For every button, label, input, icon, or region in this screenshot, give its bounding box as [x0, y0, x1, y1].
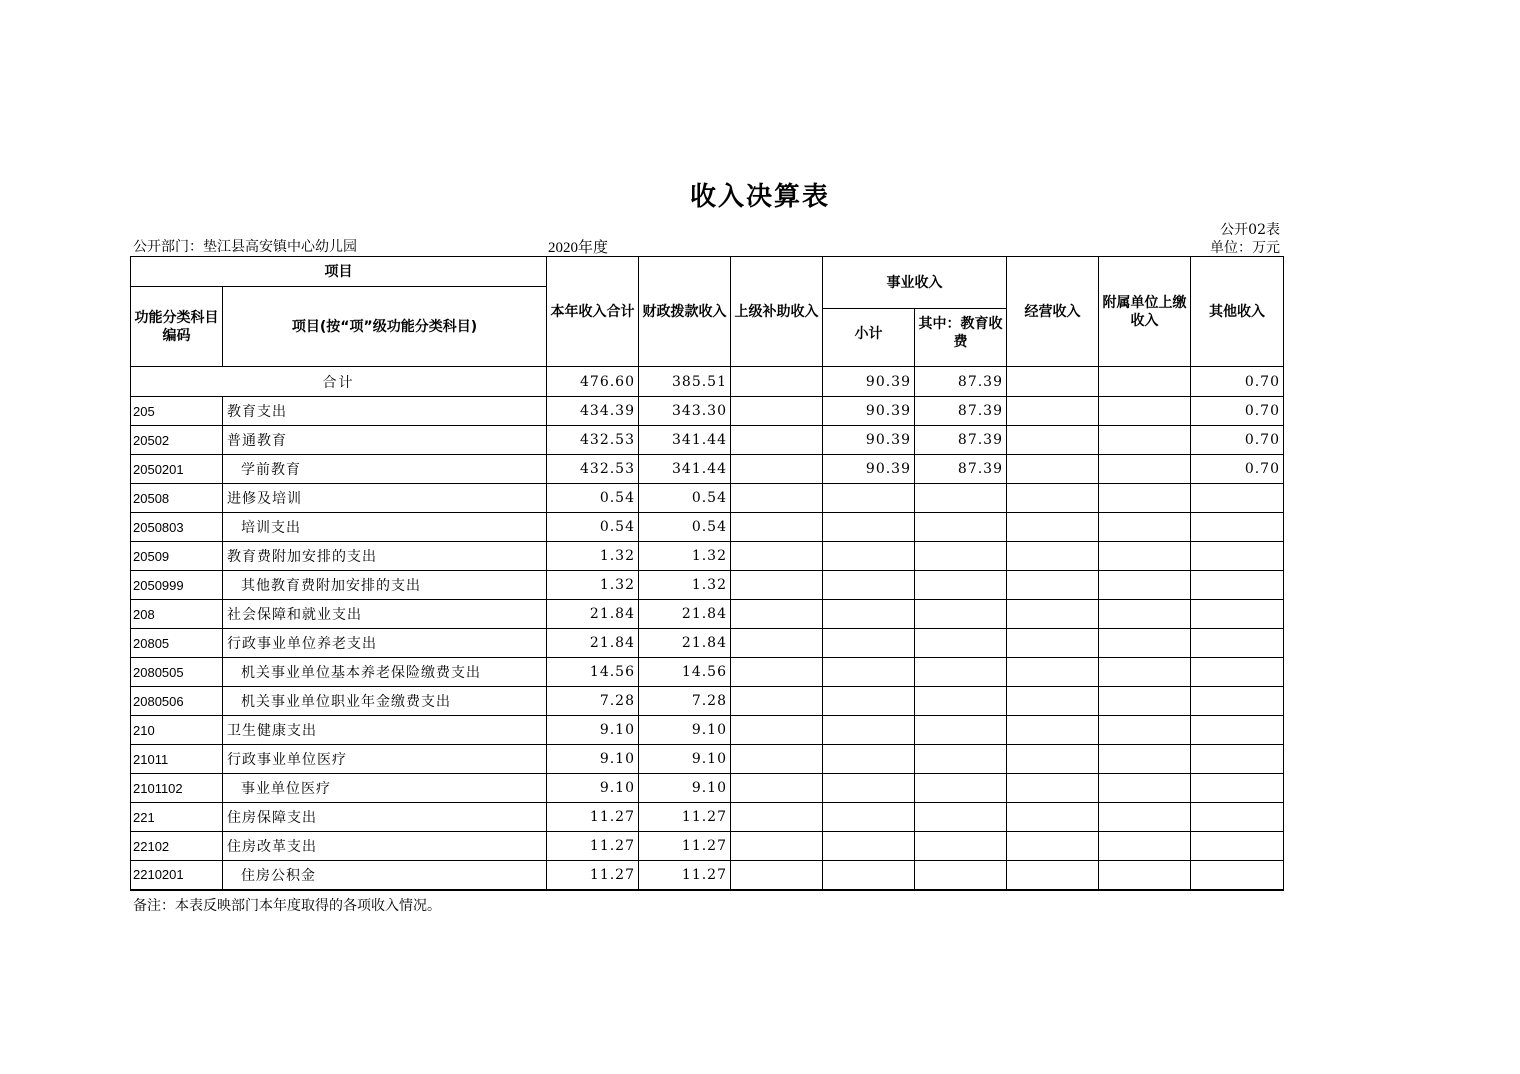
table-row: [131, 600, 1284, 629]
code-cell: 2210201: [131, 861, 223, 890]
header-superior-subsidy: 上级补助收入: [731, 257, 823, 367]
edu-fee-cell: [915, 484, 1007, 513]
fiscal-cell: 341.44: [639, 455, 731, 484]
income-final-accounts-table: [130, 256, 1284, 891]
other-cell: [1191, 571, 1284, 600]
other-cell: [1191, 687, 1284, 716]
edu-fee-cell: [915, 687, 1007, 716]
affiliated-cell: [1099, 861, 1191, 890]
total-superior-cell: [731, 367, 823, 397]
operating-cell: [1007, 542, 1099, 571]
superior-subsidy-cell: [731, 774, 823, 803]
edu-fee-cell: [915, 803, 1007, 832]
table-row: [131, 803, 1284, 832]
table-row: [131, 861, 1284, 890]
fiscal-cell: 21.84: [639, 629, 731, 658]
item-name-cell: 教育费附加安排的支出: [223, 542, 547, 571]
total-income-cell: 9.10: [547, 745, 639, 774]
operating-cell: [1007, 426, 1099, 455]
affiliated-cell: [1099, 803, 1191, 832]
business-subtotal-cell: [823, 687, 915, 716]
fiscal-cell: 11.27: [639, 803, 731, 832]
superior-subsidy-cell: [731, 571, 823, 600]
other-cell: [1191, 658, 1284, 687]
total-income-cell: 1.32: [547, 542, 639, 571]
superior-subsidy-cell: [731, 687, 823, 716]
edu-fee-cell: [915, 716, 1007, 745]
total-income-cell: 0.54: [547, 484, 639, 513]
page-title: 收入决算表: [689, 182, 830, 212]
code-cell: 208: [131, 600, 223, 629]
affiliated-cell: [1099, 600, 1191, 629]
code-cell: 221: [131, 803, 223, 832]
business-subtotal-cell: [823, 484, 915, 513]
header-total-income: 本年收入合计: [547, 257, 639, 367]
edu-fee-cell: [915, 571, 1007, 600]
table-row: [131, 513, 1284, 542]
operating-cell: [1007, 484, 1099, 513]
total-income-cell: 0.54: [547, 513, 639, 542]
table-row: [131, 426, 1284, 455]
fiscal-cell: 9.10: [639, 745, 731, 774]
superior-subsidy-cell: [731, 716, 823, 745]
total-income-cell: 432.53: [547, 426, 639, 455]
fiscal-cell: 0.54: [639, 513, 731, 542]
item-name-cell: 住房公积金: [223, 861, 547, 890]
code-cell: 20508: [131, 484, 223, 513]
header-business-income: 事业收入: [823, 257, 1007, 309]
business-subtotal-cell: 90.39: [823, 455, 915, 484]
total-row: [131, 367, 1284, 397]
total-income-cell: 11.27: [547, 861, 639, 890]
fiscal-cell: 9.10: [639, 774, 731, 803]
operating-cell: [1007, 629, 1099, 658]
code-cell: 22102: [131, 832, 223, 861]
superior-subsidy-cell: [731, 513, 823, 542]
operating-cell: [1007, 716, 1099, 745]
table-row: [131, 745, 1284, 774]
business-subtotal-cell: [823, 571, 915, 600]
item-name-cell: 学前教育: [223, 455, 547, 484]
affiliated-cell: [1099, 687, 1191, 716]
edu-fee-cell: [915, 832, 1007, 861]
business-subtotal-cell: [823, 716, 915, 745]
edu-fee-cell: [915, 542, 1007, 571]
fiscal-cell: 1.32: [639, 542, 731, 571]
other-cell: [1191, 600, 1284, 629]
other-cell: [1191, 542, 1284, 571]
other-cell: [1191, 745, 1284, 774]
header-operating: 经营收入: [1007, 257, 1099, 367]
header-subtotal: 小计: [823, 309, 915, 367]
table-row: [131, 716, 1284, 745]
affiliated-cell: [1099, 455, 1191, 484]
edu-fee-cell: 87.39: [915, 397, 1007, 426]
footnote: 备注：本表反映部门本年度取得的各项收入情况。: [133, 898, 441, 914]
fiscal-cell: 11.27: [639, 832, 731, 861]
table-row: [131, 542, 1284, 571]
affiliated-cell: [1099, 629, 1191, 658]
code-cell: 2080506: [131, 687, 223, 716]
affiliated-cell: [1099, 542, 1191, 571]
table-row: [131, 832, 1284, 861]
code-cell: 2050201: [131, 455, 223, 484]
fiscal-cell: 343.30: [639, 397, 731, 426]
table-row: [131, 658, 1284, 687]
business-subtotal-cell: [823, 542, 915, 571]
business-subtotal-cell: [823, 745, 915, 774]
code-cell: 21011: [131, 745, 223, 774]
fiscal-cell: 11.27: [639, 861, 731, 890]
item-name-cell: 事业单位医疗: [223, 774, 547, 803]
superior-subsidy-cell: [731, 803, 823, 832]
operating-cell: [1007, 832, 1099, 861]
code-cell: 2050999: [131, 571, 223, 600]
total-income-cell: 11.27: [547, 832, 639, 861]
affiliated-cell: [1099, 716, 1191, 745]
table-row: [131, 397, 1284, 426]
form-number: 公开02表: [1220, 222, 1280, 238]
header-other: 其他收入: [1191, 257, 1284, 367]
total-income-cell: 9.10: [547, 774, 639, 803]
superior-subsidy-cell: [731, 455, 823, 484]
code-cell: 2080505: [131, 658, 223, 687]
business-subtotal-cell: [823, 513, 915, 542]
other-cell: [1191, 861, 1284, 890]
operating-cell: [1007, 600, 1099, 629]
item-name-cell: 普通教育: [223, 426, 547, 455]
edu-fee-cell: [915, 861, 1007, 890]
code-cell: 205: [131, 397, 223, 426]
superior-subsidy-cell: [731, 832, 823, 861]
business-subtotal-cell: [823, 803, 915, 832]
edu-fee-cell: 87.39: [915, 455, 1007, 484]
total-income-cell: 476.60: [547, 367, 639, 397]
operating-cell: [1007, 774, 1099, 803]
unit-label: 单位：万元: [1210, 240, 1280, 256]
affiliated-cell: [1099, 426, 1191, 455]
superior-subsidy-cell: [731, 861, 823, 890]
department-label: 公开部门：垫江县高安镇中心幼儿园: [133, 239, 357, 255]
code-cell: 20805: [131, 629, 223, 658]
other-cell: [1191, 484, 1284, 513]
table-row: [131, 774, 1284, 803]
business-subtotal-cell: 90.39: [823, 397, 915, 426]
total-income-cell: 434.39: [547, 397, 639, 426]
edu-fee-cell: [915, 629, 1007, 658]
total-operating-cell: [1007, 367, 1099, 397]
edu-fee-cell: [915, 658, 1007, 687]
item-name-cell: 进修及培训: [223, 484, 547, 513]
other-cell: [1191, 513, 1284, 542]
affiliated-cell: [1099, 571, 1191, 600]
other-cell: [1191, 774, 1284, 803]
superior-subsidy-cell: [731, 397, 823, 426]
table-row: [131, 629, 1284, 658]
item-name-cell: 卫生健康支出: [223, 716, 547, 745]
total-income-cell: 11.27: [547, 803, 639, 832]
item-name-cell: 行政事业单位养老支出: [223, 629, 547, 658]
fiscal-cell: 1.32: [639, 571, 731, 600]
operating-cell: [1007, 687, 1099, 716]
superior-subsidy-cell: [731, 658, 823, 687]
operating-cell: [1007, 803, 1099, 832]
header-item-name: 项目(按“项”级功能分类科目): [223, 287, 547, 367]
other-cell: [1191, 832, 1284, 861]
other-cell: [1191, 716, 1284, 745]
superior-subsidy-cell: [731, 629, 823, 658]
table-body: [131, 367, 1284, 890]
fiscal-cell: 0.54: [639, 484, 731, 513]
edu-fee-cell: [915, 774, 1007, 803]
total-income-cell: 9.10: [547, 716, 639, 745]
total-income-cell: 7.28: [547, 687, 639, 716]
total-other-cell: 0.70: [1191, 367, 1284, 397]
operating-cell: [1007, 513, 1099, 542]
code-cell: 2101102: [131, 774, 223, 803]
item-name-cell: 行政事业单位医疗: [223, 745, 547, 774]
superior-subsidy-cell: [731, 745, 823, 774]
affiliated-cell: [1099, 397, 1191, 426]
other-cell: [1191, 629, 1284, 658]
fiscal-cell: 14.56: [639, 658, 731, 687]
item-name-cell: 机关事业单位基本养老保险缴费支出: [223, 658, 547, 687]
item-name-cell: 其他教育费附加安排的支出: [223, 571, 547, 600]
total-income-cell: 21.84: [547, 629, 639, 658]
code-cell: 20502: [131, 426, 223, 455]
code-cell: 2050803: [131, 513, 223, 542]
table-row: [131, 484, 1284, 513]
fiscal-year: 2020年度: [548, 240, 609, 256]
other-cell: [1191, 803, 1284, 832]
item-name-cell: 住房保障支出: [223, 803, 547, 832]
operating-cell: [1007, 745, 1099, 774]
fiscal-cell: 21.84: [639, 600, 731, 629]
business-subtotal-cell: [823, 600, 915, 629]
item-name-cell: 住房改革支出: [223, 832, 547, 861]
affiliated-cell: [1099, 745, 1191, 774]
total-fiscal-cell: 385.51: [639, 367, 731, 397]
business-subtotal-cell: 90.39: [823, 426, 915, 455]
total-income-cell: 21.84: [547, 600, 639, 629]
superior-subsidy-cell: [731, 542, 823, 571]
header-affiliated: 附属单位上缴收入: [1099, 257, 1191, 367]
fiscal-cell: 9.10: [639, 716, 731, 745]
header-project: 项目: [131, 257, 547, 287]
table-row: [131, 571, 1284, 600]
code-cell: 20509: [131, 542, 223, 571]
edu-fee-cell: [915, 745, 1007, 774]
total-affiliated-cell: [1099, 367, 1191, 397]
header-func-code: 功能分类科目编码: [131, 287, 223, 367]
total-label: 合计: [131, 367, 547, 397]
operating-cell: [1007, 861, 1099, 890]
operating-cell: [1007, 658, 1099, 687]
other-cell: 0.70: [1191, 455, 1284, 484]
affiliated-cell: [1099, 658, 1191, 687]
affiliated-cell: [1099, 513, 1191, 542]
header-edu-fee: 其中：教育收费: [915, 309, 1007, 367]
item-name-cell: 培训支出: [223, 513, 547, 542]
affiliated-cell: [1099, 484, 1191, 513]
total-income-cell: 432.53: [547, 455, 639, 484]
fiscal-cell: 341.44: [639, 426, 731, 455]
table-row: [131, 455, 1284, 484]
other-cell: 0.70: [1191, 397, 1284, 426]
superior-subsidy-cell: [731, 426, 823, 455]
superior-subsidy-cell: [731, 484, 823, 513]
business-subtotal-cell: [823, 774, 915, 803]
total-subtotal-cell: 90.39: [823, 367, 915, 397]
business-subtotal-cell: [823, 832, 915, 861]
edu-fee-cell: [915, 513, 1007, 542]
item-name-cell: 机关事业单位职业年金缴费支出: [223, 687, 547, 716]
edu-fee-cell: [915, 600, 1007, 629]
table-row: [131, 687, 1284, 716]
affiliated-cell: [1099, 832, 1191, 861]
business-subtotal-cell: [823, 658, 915, 687]
superior-subsidy-cell: [731, 600, 823, 629]
item-name-cell: 社会保障和就业支出: [223, 600, 547, 629]
code-cell: 210: [131, 716, 223, 745]
other-cell: 0.70: [1191, 426, 1284, 455]
total-edu-fee-cell: 87.39: [915, 367, 1007, 397]
header-fiscal: 财政拨款收入: [639, 257, 731, 367]
fiscal-cell: 7.28: [639, 687, 731, 716]
operating-cell: [1007, 571, 1099, 600]
total-income-cell: 1.32: [547, 571, 639, 600]
operating-cell: [1007, 455, 1099, 484]
edu-fee-cell: 87.39: [915, 426, 1007, 455]
affiliated-cell: [1099, 774, 1191, 803]
total-income-cell: 14.56: [547, 658, 639, 687]
business-subtotal-cell: [823, 629, 915, 658]
item-name-cell: 教育支出: [223, 397, 547, 426]
operating-cell: [1007, 397, 1099, 426]
business-subtotal-cell: [823, 861, 915, 890]
